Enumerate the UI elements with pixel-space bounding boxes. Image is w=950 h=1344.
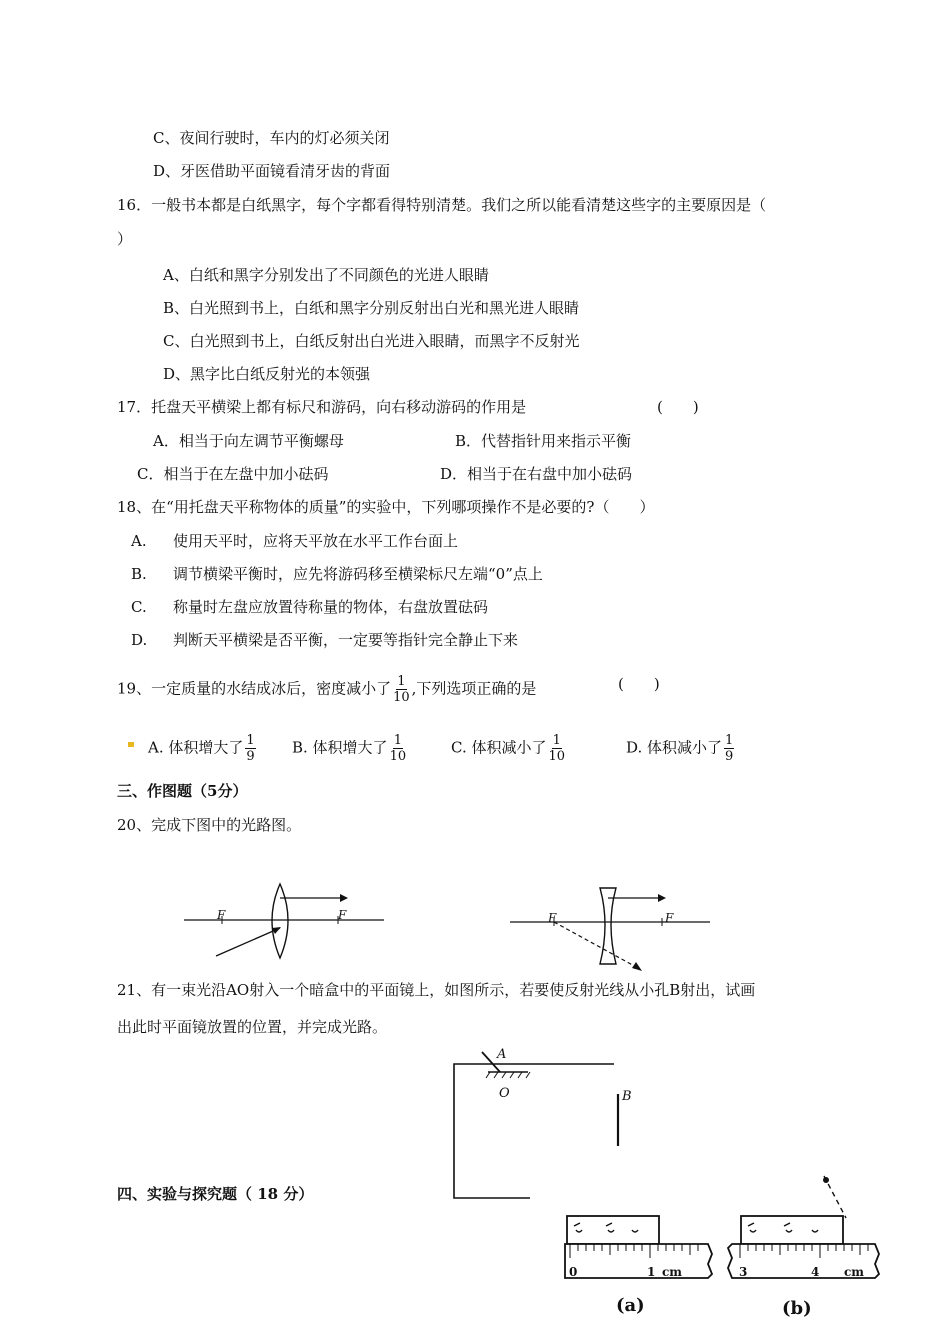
q17-option-a: A．相当于向左调节平衡螺母 <box>153 432 344 450</box>
q19-frac-num: 1 <box>397 674 406 689</box>
q18-option-d-label: D. <box>131 631 148 649</box>
q19-option-d <box>626 733 736 764</box>
highlight-marker <box>128 742 134 747</box>
q19-option-a <box>148 733 258 764</box>
convex-lens-diagram <box>180 878 390 968</box>
mirror-hatch <box>502 1072 506 1078</box>
q16-stem: 16．一般书本都是白纸黑字，每个字都看得特别清楚。我们之所以能看清楚这些字的主要原因是（ <box>117 196 767 214</box>
q19-option-c-text: C. 体积减小了 <box>451 738 547 757</box>
q16-stem-end: ） <box>117 230 133 248</box>
q19-stem-post: ,下列选项正确的是 <box>411 679 537 698</box>
mirror-hatch <box>518 1072 522 1078</box>
point-o-label: O <box>499 1086 510 1101</box>
focus-label-left: F <box>217 908 226 922</box>
q19-option-b-num: 1 <box>393 733 402 748</box>
q16-option-c: C、白光照到书上，白纸反射出白光进入眼睛，而黑字不反射光 <box>163 332 580 350</box>
q19-option-a-den: 9 <box>246 749 255 764</box>
ruler-a-unit: cm <box>662 1265 683 1279</box>
ruler-a-tick-1: 1 <box>647 1265 656 1279</box>
q16-option-b: B、白光照到书上，白纸和黑字分别反射出白光和黑光进人眼睛 <box>163 299 580 317</box>
q17-stem: 17．托盘天平横梁上都有标尺和游码，向右移动游码的作用是 <box>117 398 527 416</box>
q17-option-c: C．相当于在左盘中加小砝码 <box>137 465 329 483</box>
q17-option-d: D．相当于在右盘中加小砝码 <box>440 465 633 483</box>
q19-stem <box>117 674 536 705</box>
q20-stem: 20、完成下图中的光路图。 <box>117 816 302 834</box>
eye-point <box>823 1177 829 1183</box>
ruler-a-caption: (a) <box>616 1295 645 1316</box>
focus-label-left: F <box>548 911 557 925</box>
arrow-icon <box>658 894 666 902</box>
q19-option-c-den: 10 <box>548 749 566 764</box>
q15-option-d: D、牙医借助平面镜看清牙齿的背面 <box>153 162 391 180</box>
q18-option-b: 调节横梁平衡时，应先将游码移至横梁标尺左端“0”点上 <box>173 565 543 583</box>
mirror-hatch <box>494 1072 498 1078</box>
dark-box-diagram <box>448 1050 638 1202</box>
q21-stem-line2: 出此时平面镜放置的位置，并完成光路。 <box>117 1018 388 1036</box>
q19-option-a-text: A. 体积增大了 <box>148 738 244 757</box>
ruler-a-diagram <box>562 1212 717 1287</box>
q19-option-b-text: B. 体积增大了 <box>292 738 388 757</box>
q19-option-c-num: 1 <box>552 733 561 748</box>
ruler-b-caption: (b) <box>782 1298 812 1319</box>
q19-frac-den: 10 <box>393 690 410 705</box>
q15-option-c: C、夜间行驶时，车内的灯必须关闭 <box>153 129 390 147</box>
concave-lens-diagram <box>508 882 718 972</box>
q18-option-a-label: A. <box>131 532 147 550</box>
concave-lens-icon <box>600 888 616 964</box>
point-b-label: B <box>622 1089 632 1104</box>
focus-label-right: F <box>665 911 674 925</box>
focus-label-right: F <box>338 908 347 922</box>
q19-option-a-num: 1 <box>246 733 255 748</box>
box-outline <box>454 1064 530 1198</box>
q18-stem: 18、在“用托盘天平称物体的质量”的实验中，下列哪项操作不是必要的?（ ） <box>117 498 655 516</box>
q19-option-d-den: 9 <box>725 749 734 764</box>
ruler-b-unit: cm <box>844 1265 865 1279</box>
q19-option-b <box>292 733 408 764</box>
q19-option-b-fraction <box>390 733 407 764</box>
section-4-heading: 四、实验与探究题（ 18 分） <box>117 1185 314 1203</box>
ruler-b-tick-0: 3 <box>739 1265 748 1279</box>
arrow-icon <box>340 894 348 902</box>
arrow-icon <box>632 962 642 971</box>
measured-block <box>741 1216 843 1244</box>
q18-option-c-label: C. <box>131 598 147 616</box>
q19-fraction <box>393 674 410 705</box>
mirror-hatch <box>510 1072 514 1078</box>
convex-lens-icon <box>272 884 288 958</box>
section-3-heading: 三、作图题（5分） <box>117 782 248 800</box>
incident-ray-oblique <box>216 928 280 956</box>
q16-option-d: D、黑字比白纸反射光的本领强 <box>163 365 371 383</box>
q19-option-a-fraction <box>245 733 255 764</box>
mirror-hatch <box>526 1072 530 1078</box>
q18-option-a: 使用天平时，应将天平放在水平工作台面上 <box>173 532 459 550</box>
q19-answer-blank: ( ) <box>618 675 660 693</box>
measured-block <box>567 1216 659 1244</box>
q19-option-b-den: 10 <box>389 749 407 764</box>
ruler-b-tick-1: 4 <box>811 1265 820 1279</box>
mirror-hatch <box>486 1072 490 1078</box>
q17-answer-blank: ( ) <box>657 398 699 416</box>
q18-option-d: 判断天平横梁是否平衡，一定要等指针完全静止下来 <box>173 631 519 649</box>
q19-option-c-fraction <box>548 733 565 764</box>
q19-option-d-num: 1 <box>725 733 734 748</box>
q19-stem-pre: 19、一定质量的水结成冰后，密度减小了 <box>117 679 392 698</box>
ruler-a-tick-0: 0 <box>569 1265 578 1279</box>
q18-option-b-label: B. <box>131 565 147 583</box>
dashed-ray <box>554 922 638 968</box>
q19-option-c <box>451 733 567 764</box>
q16-option-a: A、白纸和黑字分别发出了不同颜色的光进人眼睛 <box>163 266 489 284</box>
point-a-label: A <box>497 1047 507 1062</box>
q18-option-c: 称量时左盘应放置待称量的物体，右盘放置砝码 <box>173 598 489 616</box>
q17-option-b: B．代替指针用来指示平衡 <box>455 432 632 450</box>
q21-stem-line1: 21、有一束光沿AO射入一个暗盒中的平面镜上，如图所示，若要使反射光线从小孔B射出，试画 <box>117 981 756 999</box>
q19-option-d-fraction <box>724 733 734 764</box>
q19-option-d-text: D. 体积减小了 <box>626 738 723 757</box>
